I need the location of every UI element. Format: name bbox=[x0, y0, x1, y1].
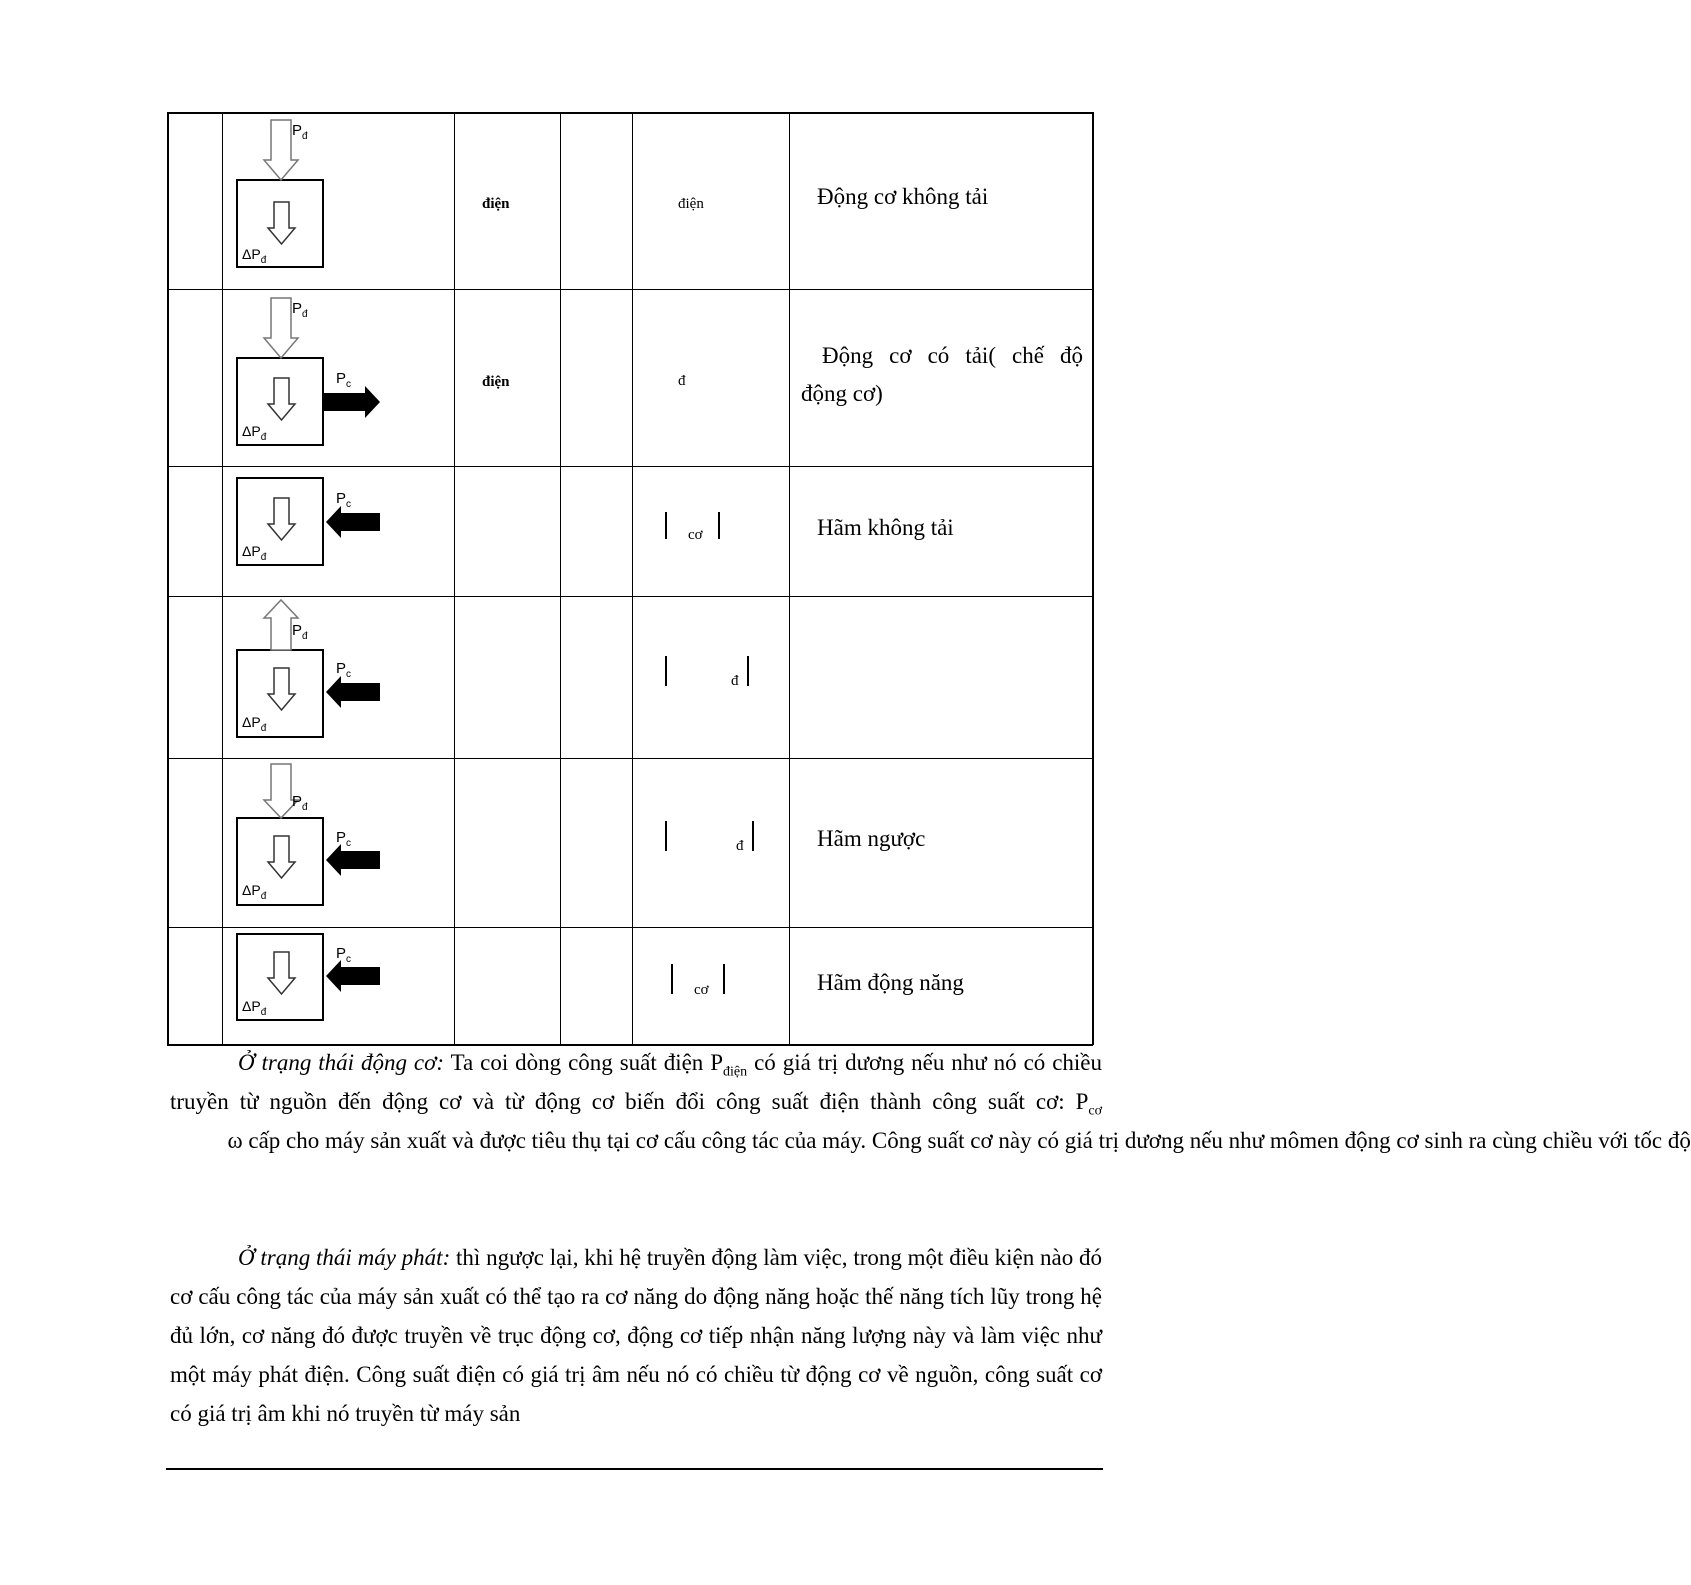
power-flow-diagram bbox=[228, 474, 428, 574]
svg-text:ΔPđ: $\Delta P_đ$ bbox=[242, 998, 267, 1018]
mode-description: Hãm không tải bbox=[817, 515, 954, 540]
table-cell: cơ bbox=[688, 527, 703, 543]
paragraph-lead: Ở trạng thái máy phát: bbox=[238, 1245, 451, 1270]
power-flow-diagram bbox=[228, 116, 428, 276]
power-flow-diagram bbox=[228, 294, 428, 454]
abs-bar bbox=[718, 512, 720, 539]
column-divider bbox=[454, 112, 455, 1045]
column-divider bbox=[789, 112, 790, 1045]
column-divider bbox=[1092, 112, 1094, 1045]
table-cell: đ bbox=[731, 673, 739, 689]
table-cell: đ bbox=[736, 838, 744, 854]
table-border-top bbox=[167, 112, 1093, 114]
solid-arrow-icon bbox=[323, 386, 380, 418]
mode-description: Động cơ không tải bbox=[817, 184, 989, 209]
solid-arrow-icon bbox=[326, 960, 380, 992]
abs-bar bbox=[665, 512, 667, 539]
column-divider bbox=[560, 112, 561, 1045]
mode-description: Hãm động năng bbox=[817, 970, 964, 995]
power-flow-diagram bbox=[228, 596, 428, 746]
svg-text:Pđ: $P_đ$ bbox=[292, 300, 308, 320]
svg-text:Pc: $P_c$ bbox=[336, 829, 352, 849]
table-cell: đ bbox=[678, 373, 686, 389]
svg-text:Pc: $P_c$ bbox=[336, 370, 352, 390]
column-divider bbox=[167, 112, 169, 1045]
row-divider bbox=[167, 927, 1093, 928]
footer-rule bbox=[166, 1468, 1103, 1470]
paragraph-generator-state: Ở trạng thái máy phát: thì ngược lại, khi hệ truyền động làm việc, trong một điều kiện nào đó cơ cấu công tác của máy sản xuất có thể tạo ra cơ năng do động năng hoặc thế năng tích lũy trong hệ đủ lớn, cơ năng đó được truyền về trục động cơ, động cơ tiếp nhận năng lượng này và làm việc như một máy phát điện. Công suất điện có giá trị âm nếu nó có chiều từ động cơ về nguồn, công suất cơ có giá trị âm khi nó truyền từ máy sản bbox=[170, 1245, 1102, 1426]
paragraph-motor-state: Ở trạng thái động cơ: Ta coi dòng công suất điện $P_{điện}$ có giá trị dương nếu như nó có chiều truyền từ nguồn đến động cơ và từ động cơ biến đổi công suất điện thành công suất cơ: $P_{cơ}$ ω cấp cho máy sản xuất và được tiêu thụ tại cơ cấu công tác của máy. Công suất cơ này có giá trị dương nếu như mômen động cơ sinh ra cùng chiều với tốc độ bbox=[170, 1050, 1691, 1153]
row-divider bbox=[167, 466, 1093, 467]
mode-description: Hãm ngược bbox=[817, 826, 926, 851]
power-flow-diagram bbox=[228, 930, 428, 1030]
table-cell: cơ bbox=[694, 982, 709, 998]
solid-arrow-icon bbox=[326, 506, 380, 538]
abs-bar bbox=[665, 821, 667, 851]
table-cell: điện bbox=[482, 196, 510, 212]
svg-text:ΔPđ: $\Delta P_đ$ bbox=[242, 543, 267, 563]
column-divider bbox=[632, 112, 633, 1045]
table-cell: điện bbox=[678, 196, 704, 212]
abs-bar bbox=[665, 656, 667, 686]
svg-text:ΔPđ: $\Delta P_đ$ bbox=[242, 714, 267, 734]
svg-text:Pđ: $P_đ$ bbox=[292, 622, 308, 642]
paragraph-lead: Ở trạng thái động cơ: bbox=[238, 1050, 445, 1075]
table-cell: điện bbox=[482, 374, 510, 390]
mode-description: Động cơ có tải( chế độ động cơ) bbox=[801, 343, 1083, 406]
svg-text:ΔPđ: $\Delta P_đ$ bbox=[242, 246, 267, 266]
row-divider bbox=[167, 758, 1093, 759]
column-divider bbox=[222, 112, 223, 1045]
abs-bar bbox=[723, 964, 725, 994]
svg-text:Pc: $P_c$ bbox=[336, 490, 352, 510]
abs-bar bbox=[747, 656, 749, 686]
svg-text:Pđ: $P_đ$ bbox=[292, 122, 308, 142]
svg-text:ΔPđ: $\Delta P_đ$ bbox=[242, 423, 267, 443]
svg-text:Pc: $P_c$ bbox=[336, 945, 352, 965]
power-flow-diagram bbox=[228, 760, 428, 910]
solid-arrow-icon bbox=[326, 844, 380, 876]
svg-text:Pc: $P_c$ bbox=[336, 660, 352, 680]
svg-text:Pđ: $P_đ$ bbox=[292, 793, 308, 813]
abs-bar bbox=[752, 821, 754, 851]
row-divider bbox=[167, 289, 1093, 290]
svg-text:ΔPđ: $\Delta P_đ$ bbox=[242, 882, 267, 902]
solid-arrow-icon bbox=[326, 676, 380, 708]
abs-bar bbox=[671, 964, 673, 994]
